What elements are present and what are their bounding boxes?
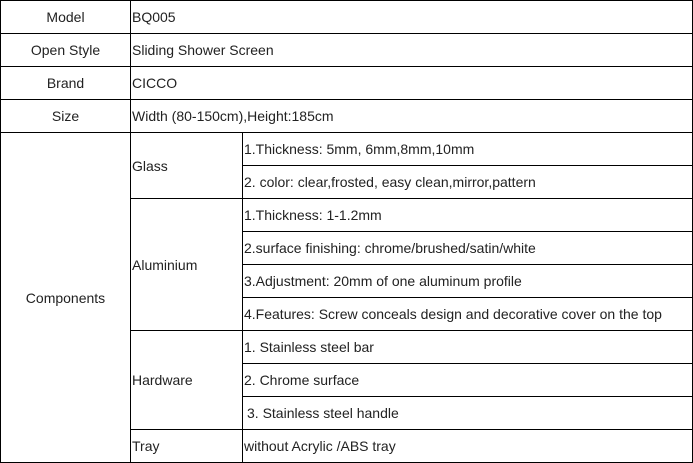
- table-row-size: [1, 100, 693, 133]
- aluminium-detail-1: 1.Thickness: 1-1.2mm: [243, 199, 693, 232]
- brand-label: Brand: [1, 67, 131, 100]
- hardware-detail-3: 3. Stainless steel handle: [243, 397, 693, 430]
- glass-label: Glass: [131, 133, 243, 199]
- brand-value: CICCO: [131, 67, 693, 100]
- table-row-glass-1: [1, 133, 693, 166]
- size-label: Size: [1, 100, 131, 133]
- open-style-value: Sliding Shower Screen: [131, 34, 693, 67]
- open-style-label: Open Style: [1, 34, 131, 67]
- table-row-model: [1, 1, 693, 34]
- size-value: Width (80-150cm),Height:185cm: [131, 100, 693, 133]
- model-value: BQ005: [131, 1, 693, 34]
- glass-detail-2: 2. color: clear,frosted, easy clean,mirror,pattern: [243, 166, 693, 199]
- aluminium-label: Aluminium: [131, 199, 243, 331]
- tray-label: Tray: [131, 430, 243, 463]
- table-row-open-style: [1, 34, 693, 67]
- model-label: Model: [1, 1, 131, 34]
- aluminium-detail-2: 2.surface finishing: chrome/brushed/satin/white: [243, 232, 693, 265]
- tray-detail: without Acrylic /ABS tray: [243, 430, 693, 463]
- hardware-detail-1: 1. Stainless steel bar: [243, 331, 693, 364]
- aluminium-detail-3: 3.Adjustment: 20mm of one aluminum profile: [243, 265, 693, 298]
- glass-detail-1: 1.Thickness: 5mm, 6mm,8mm,10mm: [243, 133, 693, 166]
- hardware-label: Hardware: [131, 331, 243, 430]
- aluminium-detail-4: 4.Features: Screw conceals design and decorative cover on the top: [243, 298, 693, 331]
- table-row-brand: [1, 67, 693, 100]
- hardware-detail-2: 2. Chrome surface: [243, 364, 693, 397]
- components-label: Components: [1, 133, 131, 463]
